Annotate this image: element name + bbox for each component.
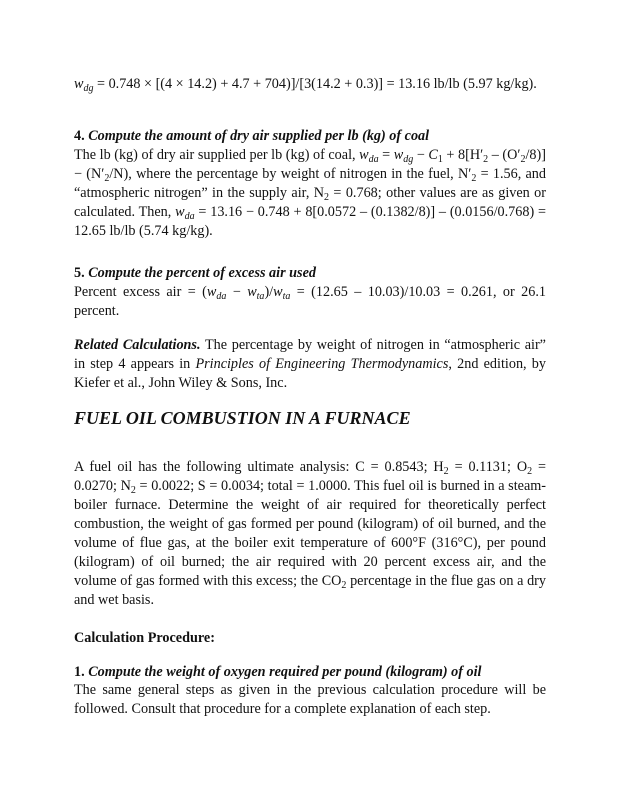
paragraph-wdg-result xyxy=(74,75,546,94)
text-run: 4. xyxy=(74,128,89,144)
text-run: = 1.56, and “atmospheric nitrogen” in the supply air, N xyxy=(74,166,546,201)
calculation-procedure-heading xyxy=(74,629,546,648)
text-run: 1. xyxy=(74,664,89,680)
text-run: C xyxy=(428,147,438,163)
text-run: = 0.1131; O xyxy=(448,459,528,475)
subscript: 2 xyxy=(443,466,449,477)
text-run: = 0.0270; N xyxy=(74,459,546,494)
text-run: w xyxy=(74,76,84,92)
subscript: da xyxy=(216,291,227,302)
subscript: ta xyxy=(282,291,291,302)
step-4-heading xyxy=(74,127,546,146)
step-1-body xyxy=(74,681,546,719)
subscript: 2 xyxy=(104,173,110,184)
text-run: w xyxy=(247,284,257,300)
text-run: = xyxy=(378,147,394,163)
text-run: w xyxy=(359,147,369,163)
subscript: 2 xyxy=(483,154,489,165)
subscript: ta xyxy=(256,291,265,302)
text-run: = (12.65 – 10.03)/10.03 = 0.261, or 26.1 percent. xyxy=(74,284,546,319)
subscript: 2 xyxy=(324,192,330,203)
subscript: da xyxy=(368,154,379,165)
text-run: w xyxy=(273,284,283,300)
text-run: = 0.748 × [(4 × 14.2) + 4.7 + 704)]/[3(14.2 + 0.3)] = 13.16 lb/lb (5.97 kg/kg). xyxy=(93,76,537,92)
text-run: w xyxy=(393,147,404,163)
text-run: The same general steps as given in the previous calculation procedure will be followed. Consult that procedure for a complete explanation of each step. xyxy=(74,682,546,717)
text-run: Percent excess air = ( xyxy=(74,284,207,300)
subscript: dg xyxy=(83,83,94,94)
text-run: FUEL OIL COMBUSTION IN A FURNACE xyxy=(74,408,411,428)
text-run: Compute the weight of oxygen required per pound (kilogram) of oil xyxy=(88,664,482,680)
text-run: /8)] − (N′ xyxy=(74,147,546,182)
step-5-body xyxy=(74,283,546,321)
text-run: 5. xyxy=(74,265,89,281)
text-run: percentage in the flue gas on a dry and wet basis. xyxy=(74,573,546,608)
text-run: The percentage by weight of nitrogen in “atmospheric air” in step 4 appears in xyxy=(74,337,546,372)
subscript: 2 xyxy=(341,580,347,591)
text-run: = 0.768; other values are as given or calculated. Then, xyxy=(74,185,546,220)
text-run: – (O′ xyxy=(488,147,521,163)
subscript: 2 xyxy=(471,173,477,184)
subscript: da xyxy=(184,211,195,222)
text-run: Compute the percent of excess air used xyxy=(88,265,316,281)
step-4-body xyxy=(74,146,546,241)
related-calculations xyxy=(74,336,546,393)
text-run: − xyxy=(226,284,248,300)
step-1-heading xyxy=(74,663,546,682)
subscript: 2 xyxy=(520,154,526,165)
text-run: + 8[H′ xyxy=(442,147,484,163)
text-run: A fuel oil has the following ultimate analysis: C = 0.8543; H xyxy=(74,459,444,475)
subscript: dg xyxy=(403,154,414,165)
subscript: 1 xyxy=(437,154,443,165)
text-run: )/ xyxy=(264,284,274,300)
subscript: 2 xyxy=(527,466,533,477)
text-run: w xyxy=(175,204,185,220)
text-run: Calculation Procedure: xyxy=(74,630,215,646)
subscript: 2 xyxy=(130,485,136,496)
problem-statement xyxy=(74,458,546,610)
text-run: Compute the amount of dry air supplied per lb (kg) of coal xyxy=(88,128,430,144)
text-run: /N), where the percentage by weight of nitrogen in the fuel, N′ xyxy=(109,166,472,182)
text-run: , 2nd edition, by Kiefer et al., John Wiley & Sons, Inc. xyxy=(74,356,546,391)
text-run: Related Calculations. xyxy=(74,337,201,353)
text-run: w xyxy=(206,284,217,300)
text-run: = 13.16 − 0.748 + 8[0.0572 – (0.1382/8)] – (0.0156/0.768) = 12.65 lb/lb (5.74 kg/kg). xyxy=(74,204,546,239)
step-5-heading xyxy=(74,264,546,283)
section-title xyxy=(74,407,546,429)
text-run: Principles of Engineering Thermodynamics xyxy=(195,356,449,372)
text-run: The lb (kg) of dry air supplied per lb (kg) of coal, xyxy=(74,147,360,163)
text-run: − xyxy=(413,147,429,163)
text-run: = 0.0022; S = 0.0034; total = 1.0000. This fuel oil is burned in a steam-boiler furnace. Determine the weight of air required for theoretically perfect combustion, the weight of gas formed per pound (kilogram) of oil burned, and the volume of flue gas, at the boiler exit temperature of 600°F (316°C), per pound (kilogram) of oil burned; the air required with 20 percent excess air, and the volume of gas formed with this excess; the CO xyxy=(74,478,547,589)
